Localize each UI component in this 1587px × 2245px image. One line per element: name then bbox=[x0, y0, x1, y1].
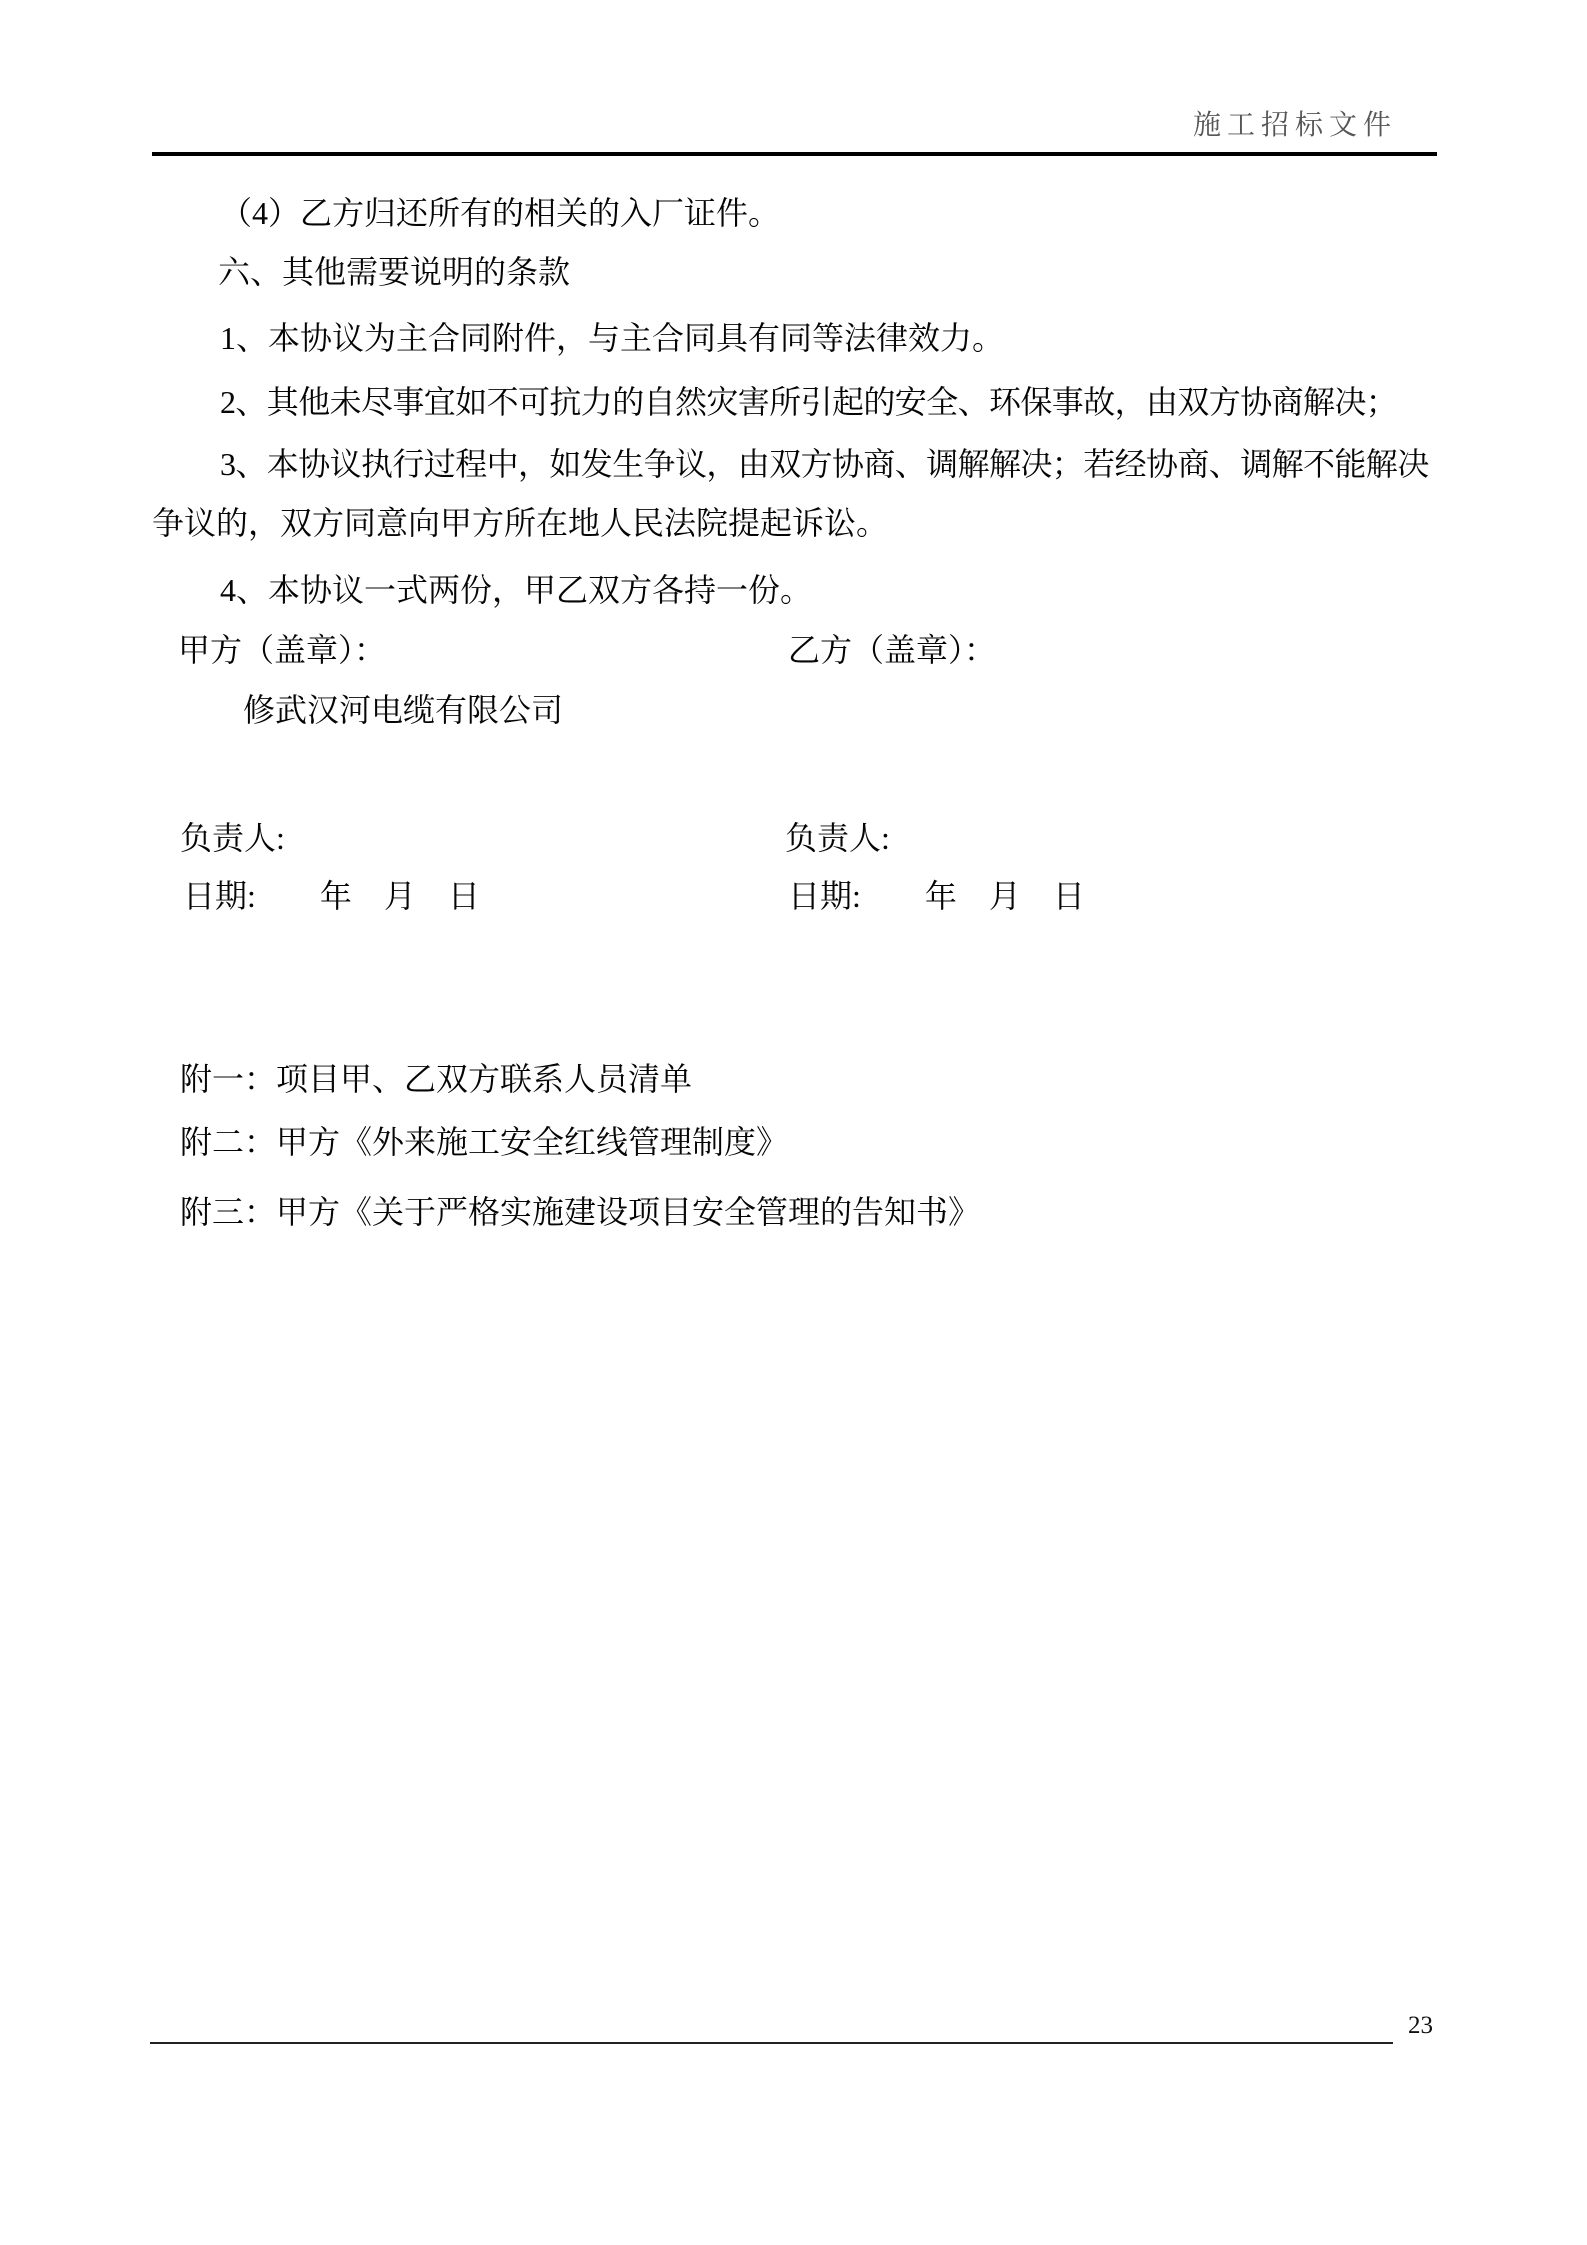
party-b-seal-label: 乙方（盖章）： bbox=[788, 632, 997, 668]
clause-3-line2: 争议的，双方同意向甲方所在地人民法院提起诉讼。 bbox=[152, 505, 889, 541]
clause-4: 4、本协议一式两份，甲乙双方各持一份。 bbox=[220, 572, 813, 608]
party-b-responsible-label: 负责人: bbox=[785, 820, 890, 856]
party-a-company-name: 修武汉河电缆有限公司 bbox=[243, 692, 564, 728]
attachment-1: 附一：项目甲、乙双方联系人员清单 bbox=[180, 1061, 693, 1097]
party-a-responsible-label: 负责人: bbox=[180, 820, 285, 856]
clause-2: 2、其他未尽事宜如不可抗力的自然灾害所引起的安全、环保事故，由双方协商解决； bbox=[220, 384, 1398, 420]
party-a-seal-label: 甲方（盖章）： bbox=[178, 632, 387, 668]
party-b-date-line: 日期: 年 月 日 bbox=[788, 878, 1085, 914]
party-a-date-line: 日期: 年 月 日 bbox=[183, 878, 480, 914]
page-number: 23 bbox=[1408, 2012, 1433, 2039]
clause-item4: （4）乙方归还所有的相关的入厂证件。 bbox=[220, 195, 781, 231]
page-header-title: 施工招标文件 bbox=[1192, 110, 1397, 141]
clause-3-line1: 3、本协议执行过程中，如发生争议，由双方协商、调解解决；若经协商、调解不能解决 bbox=[220, 446, 1429, 482]
section6-heading: 六、其他需要说明的条款 bbox=[218, 254, 571, 290]
footer-rule bbox=[150, 2042, 1393, 2044]
attachment-2: 附二：甲方《外来施工安全红线管理制度》 bbox=[180, 1124, 789, 1160]
clause-1: 1、本协议为主合同附件，与主合同具有同等法律效力。 bbox=[220, 320, 1005, 356]
header-rule bbox=[152, 152, 1437, 156]
attachment-3: 附三：甲方《关于严格实施建设项目安全管理的告知书》 bbox=[180, 1194, 981, 1230]
